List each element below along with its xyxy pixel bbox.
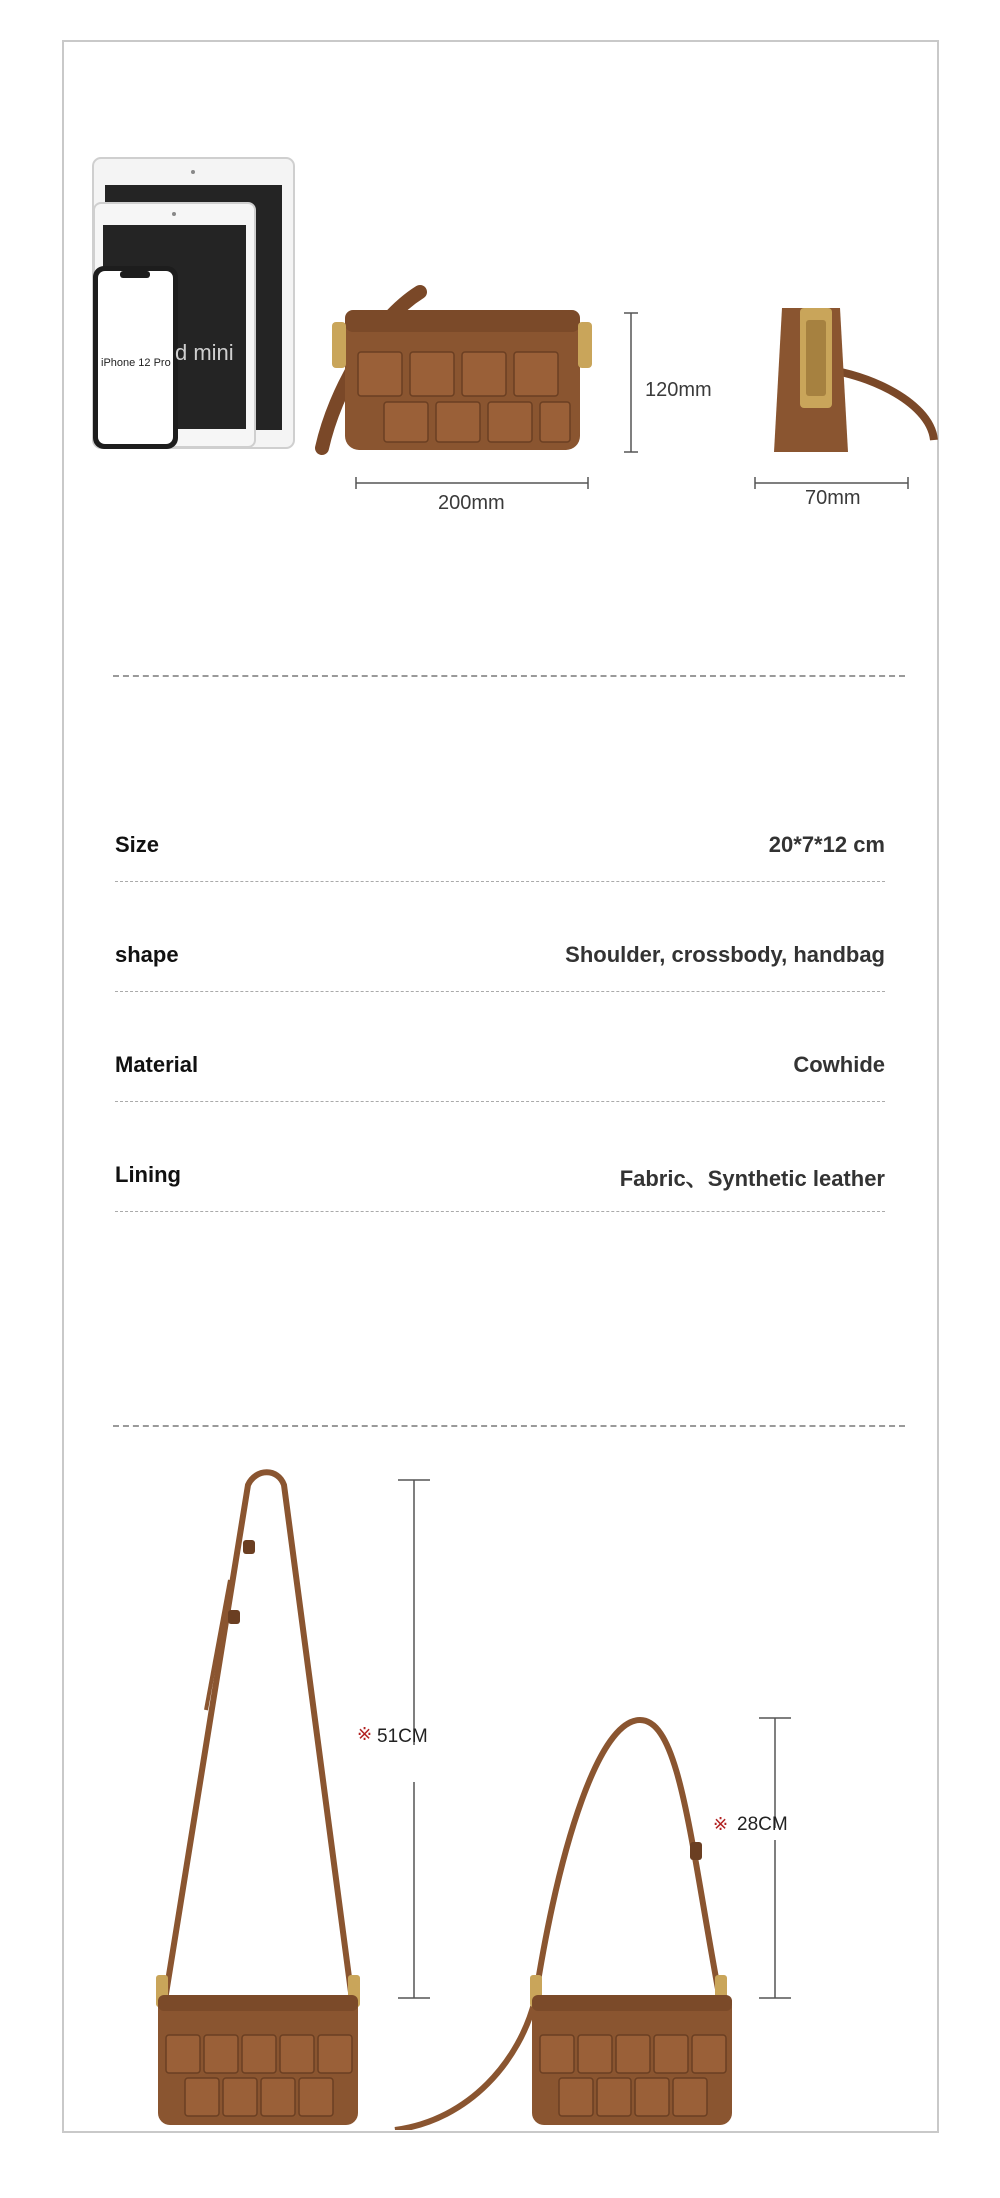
spec-label: Material [115,1052,199,1077]
short-strap-mark-icon: ※ [713,1814,729,1834]
long-strap-mark-icon: ※ [357,1724,373,1744]
width-dimension-line [356,477,588,489]
height-dimension-line [624,313,638,452]
spec-row-material [115,1042,885,1102]
section-divider-top [113,675,905,677]
bag-short-strap [395,1720,732,2130]
depth-label: 70mm [805,487,861,509]
strap-length-illustration [0,1440,1000,2130]
size-comparison-illustration [0,0,1000,520]
spec-divider [115,991,885,992]
bag-front-view [322,292,592,450]
spec-value: 20*7*12 cm [768,832,885,857]
spec-divider [115,881,885,882]
bag-side-view [774,308,934,452]
long-strap-label: 51CM [377,1726,428,1747]
spec-value: Fabric、Synthetic leather [619,1166,885,1191]
short-strap-label: 28CM [737,1814,788,1835]
iphone-label: iPhone 12 Pro [101,357,171,369]
spec-row-shape [115,932,885,992]
spec-row-lining [115,1152,885,1212]
width-label: 200mm [438,492,505,514]
spec-divider [115,1101,885,1102]
spec-label: shape [115,942,179,967]
spec-value: Shoulder, crossbody, handbag [565,942,885,967]
spec-label: Size [115,832,160,857]
bag-long-strap [156,1472,360,2125]
section-divider-bottom [113,1425,905,1427]
ipad-mini-label: d mini [175,340,234,365]
spec-label: Lining [115,1162,181,1187]
short-strap-dimension-line [759,1718,791,1998]
spec-divider [115,1211,885,1212]
spec-row-size [115,822,885,882]
height-label: 120mm [645,379,712,401]
spec-value: Cowhide [793,1052,885,1077]
